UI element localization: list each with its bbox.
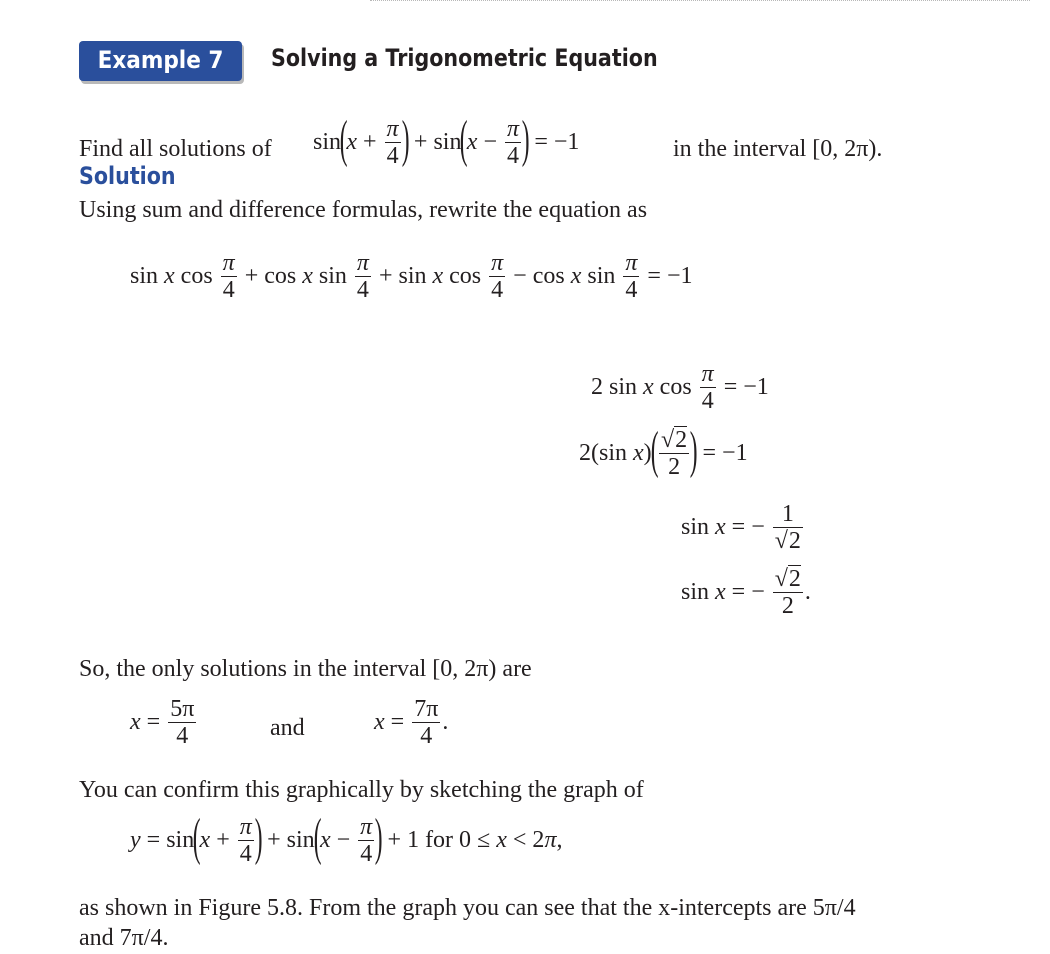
closing-line-2: and 7π/4.: [79, 925, 169, 951]
example-title: Solving a Trigonometric Equation: [271, 44, 658, 72]
answer-2: x = $\frac{7\pi}{4}$ .: [374, 696, 449, 750]
problem-suffix: in the interval [0, 2π).: [673, 136, 883, 162]
equation-step-5: sin x = − $\frac{√2}{2}$ .: [681, 566, 811, 620]
problem-prefix: Find all solutions of: [79, 136, 272, 162]
equation-step-2: 2 sin x cos $\frac{\pi}{4}$ = −1: [591, 361, 769, 415]
equation-step-1: sin x cos $\frac{\pi}{4}$ + cos x sin $\frac{\pi}{4}$ + sin x cos $\frac{\pi}{4}$ − cos x sin $\frac{\pi}{4}$ = −1: [130, 250, 693, 304]
problem-equation: sin(x + $\frac{\pi}{4}$ ) + sin(x − $\frac{\pi}{4}$ ) = −1: [313, 111, 580, 170]
solution-heading: Solution: [79, 162, 176, 190]
graph-equation: y = sin(x + $\frac{\pi}{4}$ ) + sin(x − $\frac{\pi}{4}$ ) + 1 for 0 ≤ x < 2π,: [130, 809, 563, 868]
confirm-intro: You can confirm this graphically by sketching the graph of: [79, 777, 644, 803]
example-badge-label: Example 7: [97, 46, 224, 74]
page-top-rule: [370, 0, 1030, 3]
example-badge: [79, 41, 242, 81]
equation-step-3: 2(sin x)( $\frac{√2}{2}$ ) = −1: [579, 422, 748, 481]
solution-conclusion: So, the only solutions in the interval [0, 2π) are: [79, 656, 532, 682]
answer-1: x = $\frac{5\pi}{4}$: [130, 696, 195, 750]
answers-joiner: and: [270, 715, 305, 741]
equation-step-4: sin x = − $\frac{1}{√2}$: [681, 501, 801, 555]
closing-line-1: as shown in Figure 5.8. From the graph you can see that the x-intercepts are 5π/4: [79, 895, 856, 921]
solution-intro: Using sum and difference formulas, rewrite the equation as: [79, 197, 648, 223]
